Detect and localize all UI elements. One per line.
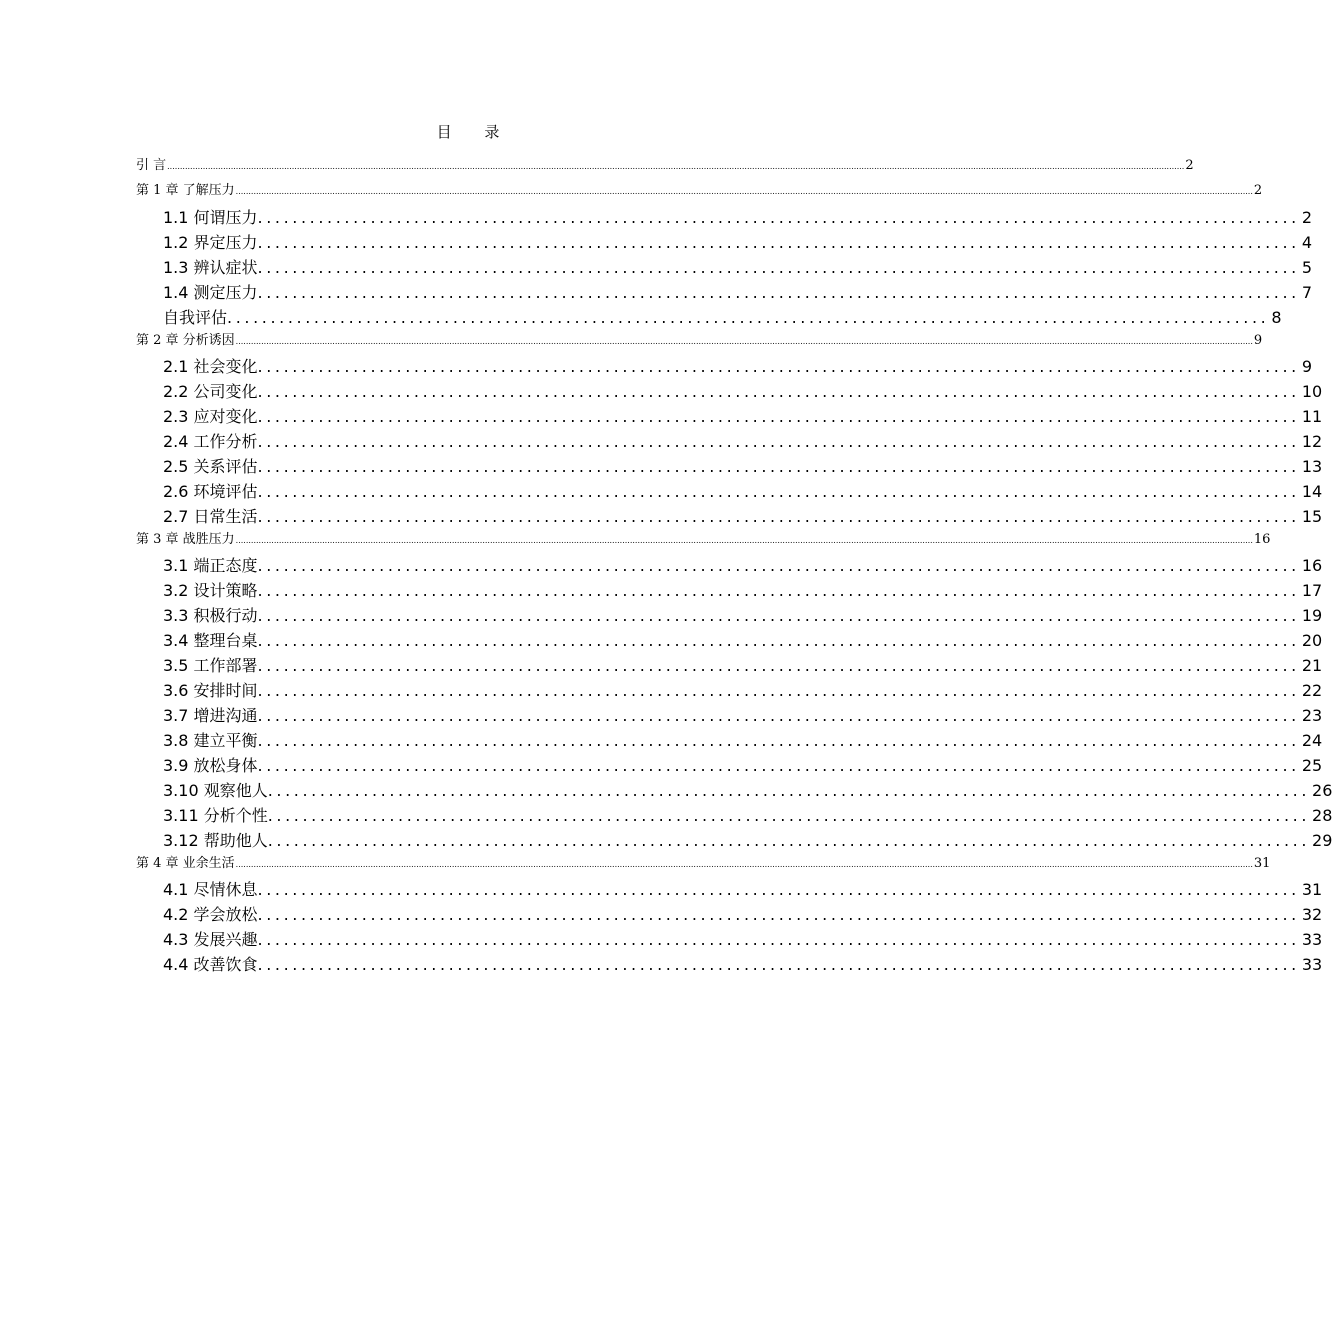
toc-section-entry[interactable] — [163, 953, 1323, 977]
toc-section-entry[interactable] — [163, 679, 1323, 703]
toc-entry-label: 1.4 测定压力 — [163, 283, 258, 302]
toc-leader-dots: ........................................................................................................................ — [257, 880, 1300, 899]
toc-entry-label: 2.2 公司变化 — [163, 382, 258, 401]
toc-page-number: 23 — [1301, 706, 1323, 725]
toc-leader-dots: ........................................................................................................................ — [257, 208, 1300, 227]
toc-section-entry[interactable] — [163, 804, 1332, 828]
toc-leader-dots: ........................................................................................................................ — [257, 283, 1300, 302]
toc-section-entry[interactable] — [163, 505, 1323, 529]
toc-entry-label: 3.11 分析个性 — [163, 806, 268, 825]
toc-leader-dots: ........................................................................................................................ — [257, 457, 1300, 476]
toc-section-entry[interactable] — [163, 629, 1323, 653]
toc-leader-dots: ........................................................................................................................ — [267, 831, 1311, 850]
toc-page-number: 16 — [1253, 532, 1271, 547]
toc-section-entry[interactable] — [163, 256, 1313, 280]
toc-title: 目 录 — [436, 123, 514, 141]
toc-page-number: 29 — [1312, 831, 1332, 850]
toc-page-number: 2 — [1301, 208, 1313, 227]
toc-section-entry[interactable] — [163, 754, 1323, 778]
toc-page-number: 16 — [1301, 556, 1323, 575]
toc-leader-dots: ........................................................................................................................ — [257, 631, 1300, 650]
toc-section-entry[interactable] — [163, 480, 1323, 504]
toc-leader-dots: ........................................................................................................................ — [257, 706, 1300, 725]
toc-chapter-entry[interactable] — [136, 529, 1271, 551]
toc-entry-label: 3.7 增进沟通 — [163, 706, 258, 725]
toc-section-entry[interactable] — [163, 779, 1332, 803]
toc-leader-dots: ........................................................................................................................ — [257, 681, 1300, 700]
toc-leader-dots: ................................................................................................................................................................................................................................................................................................................................................................................................................ — [167, 162, 1185, 171]
toc-page-number: 12 — [1301, 432, 1323, 451]
toc-page-number: 25 — [1301, 756, 1323, 775]
toc-entry-label: 第 3 章 战胜压力 — [136, 532, 235, 547]
toc-section-entry[interactable] — [163, 654, 1323, 678]
toc-chapter-entry[interactable] — [136, 155, 1194, 177]
toc-entry-label: 第 1 章 了解压力 — [136, 183, 235, 198]
toc-page-number: 19 — [1301, 606, 1323, 625]
toc-entry-label: 3.4 整理台桌 — [163, 631, 258, 650]
toc-leader-dots: ........................................................................................................................ — [227, 308, 1270, 327]
toc-leader-dots: ................................................................................................................................................................................................................................................................................................................................................................................................................ — [235, 536, 1253, 545]
toc-chapter-entry[interactable] — [136, 180, 1263, 202]
toc-leader-dots: ................................................................................................................................................................................................................................................................................................................................................................................................................ — [235, 337, 1253, 346]
toc-page-number: 20 — [1301, 631, 1323, 650]
toc-chapter-entry[interactable] — [136, 330, 1263, 352]
toc-page-number: 8 — [1271, 308, 1282, 327]
toc-entry-label: 3.12 帮助他人 — [163, 831, 268, 850]
toc-leader-dots: ........................................................................................................................ — [267, 806, 1311, 825]
toc-page-number: 5 — [1301, 258, 1313, 277]
toc-section-entry[interactable] — [163, 355, 1313, 379]
toc-page-number: 14 — [1301, 482, 1323, 501]
toc-page-number: 17 — [1301, 581, 1323, 600]
toc-entry-label: 2.5 关系评估 — [163, 457, 258, 476]
toc-page-number: 2 — [1185, 158, 1194, 173]
toc-entry-label: 3.9 放松身体 — [163, 756, 258, 775]
toc-page-number: 33 — [1301, 955, 1323, 974]
toc-section-entry[interactable] — [163, 430, 1323, 454]
toc-entry-label: 3.8 建立平衡 — [163, 731, 258, 750]
toc-section-entry[interactable] — [163, 729, 1323, 753]
toc-leader-dots: ........................................................................................................................ — [257, 930, 1300, 949]
toc-section-entry[interactable] — [163, 604, 1323, 628]
toc-entry-label: 3.3 积极行动 — [163, 606, 258, 625]
toc-page-number: 9 — [1301, 357, 1313, 376]
toc-page-number: 31 — [1301, 880, 1323, 899]
toc-leader-dots: ................................................................................................................................................................................................................................................................................................................................................................................................................ — [235, 860, 1253, 869]
toc-section-entry[interactable] — [163, 231, 1313, 255]
toc-section-entry[interactable] — [163, 206, 1313, 230]
toc-entry-label: 第 2 章 分析诱因 — [136, 333, 235, 348]
toc-page-number: 13 — [1301, 457, 1323, 476]
toc-section-entry[interactable] — [163, 281, 1313, 305]
toc-section-entry[interactable] — [163, 405, 1323, 429]
toc-entry-label: 3.1 端正态度 — [163, 556, 258, 575]
toc-entry-label: 3.6 安排时间 — [163, 681, 258, 700]
toc-page-number: 10 — [1301, 382, 1323, 401]
toc-entry-label: 4.3 发展兴趣 — [163, 930, 258, 949]
toc-leader-dots: ........................................................................................................................ — [267, 781, 1311, 800]
toc-section-entry[interactable] — [163, 579, 1323, 603]
toc-leader-dots: ........................................................................................................................ — [257, 482, 1300, 501]
toc-entry-label: 2.6 环境评估 — [163, 482, 258, 501]
toc-leader-dots: ........................................................................................................................ — [257, 955, 1300, 974]
toc-section-entry[interactable] — [163, 380, 1323, 404]
toc-page-number: 11 — [1301, 407, 1323, 426]
toc-leader-dots: ........................................................................................................................ — [257, 756, 1300, 775]
toc-leader-dots: ........................................................................................................................ — [257, 407, 1300, 426]
toc-section-entry[interactable] — [163, 554, 1323, 578]
toc-leader-dots: ........................................................................................................................ — [257, 731, 1300, 750]
toc-section-entry[interactable] — [163, 928, 1323, 952]
toc-page-number: 21 — [1301, 656, 1323, 675]
toc-leader-dots: ........................................................................................................................ — [257, 606, 1300, 625]
toc-page-number: 22 — [1301, 681, 1323, 700]
toc-section-entry[interactable] — [163, 306, 1282, 330]
toc-page-number: 33 — [1301, 930, 1323, 949]
toc-section-entry[interactable] — [163, 455, 1323, 479]
toc-page-number: 32 — [1301, 905, 1323, 924]
toc-page-number: 15 — [1301, 507, 1323, 526]
toc-leader-dots: ........................................................................................................................ — [257, 382, 1300, 401]
toc-entry-label: 2.3 应对变化 — [163, 407, 258, 426]
toc-entry-label: 1.1 何谓压力 — [163, 208, 258, 227]
toc-entry-label: 3.2 设计策略 — [163, 581, 258, 600]
toc-page-number: 28 — [1312, 806, 1332, 825]
toc-leader-dots: ........................................................................................................................ — [257, 581, 1300, 600]
toc-page-number: 4 — [1301, 233, 1313, 252]
toc-entry-label: 3.5 工作部署 — [163, 656, 258, 675]
toc-page-number: 26 — [1312, 781, 1332, 800]
toc-leader-dots: ........................................................................................................................ — [257, 432, 1300, 451]
toc-leader-dots: ........................................................................................................................ — [257, 357, 1300, 376]
toc-entry-label: 4.4 改善饮食 — [163, 955, 258, 974]
toc-section-entry[interactable] — [163, 829, 1332, 853]
toc-leader-dots: ........................................................................................................................ — [257, 507, 1300, 526]
toc-leader-dots: ........................................................................................................................ — [257, 656, 1300, 675]
toc-section-entry[interactable] — [163, 878, 1323, 902]
toc-entry-label: 2.7 日常生活 — [163, 507, 258, 526]
toc-section-entry[interactable] — [163, 704, 1323, 728]
toc-entry-label: 1.2 界定压力 — [163, 233, 258, 252]
toc-chapter-entry[interactable] — [136, 853, 1271, 875]
toc-entry-label: 1.3 辨认症状 — [163, 258, 258, 277]
toc-page-number: 31 — [1253, 856, 1271, 871]
toc-page-number: 2 — [1253, 183, 1263, 198]
toc-leader-dots: ........................................................................................................................ — [257, 905, 1300, 924]
toc-entry-label: 引 言 — [136, 158, 167, 173]
toc-page-number: 24 — [1301, 731, 1323, 750]
toc-entry-label: 4.2 学会放松 — [163, 905, 258, 924]
toc-entry-label: 自我评估 — [163, 308, 228, 327]
toc-leader-dots: ........................................................................................................................ — [257, 258, 1300, 277]
toc-page-number: 7 — [1301, 283, 1313, 302]
toc-entry-label: 4.1 尽情休息 — [163, 880, 258, 899]
toc-page-number: 9 — [1253, 333, 1263, 348]
toc-section-entry[interactable] — [163, 903, 1323, 927]
toc-entry-label: 2.4 工作分析 — [163, 432, 258, 451]
toc-leader-dots: ................................................................................................................................................................................................................................................................................................................................................................................................................ — [235, 187, 1253, 196]
toc-entry-label: 3.10 观察他人 — [163, 781, 268, 800]
toc-entry-label: 2.1 社会变化 — [163, 357, 258, 376]
toc-entry-label: 第 4 章 业余生活 — [136, 856, 235, 871]
toc-leader-dots: ........................................................................................................................ — [257, 556, 1300, 575]
toc-leader-dots: ........................................................................................................................ — [257, 233, 1300, 252]
